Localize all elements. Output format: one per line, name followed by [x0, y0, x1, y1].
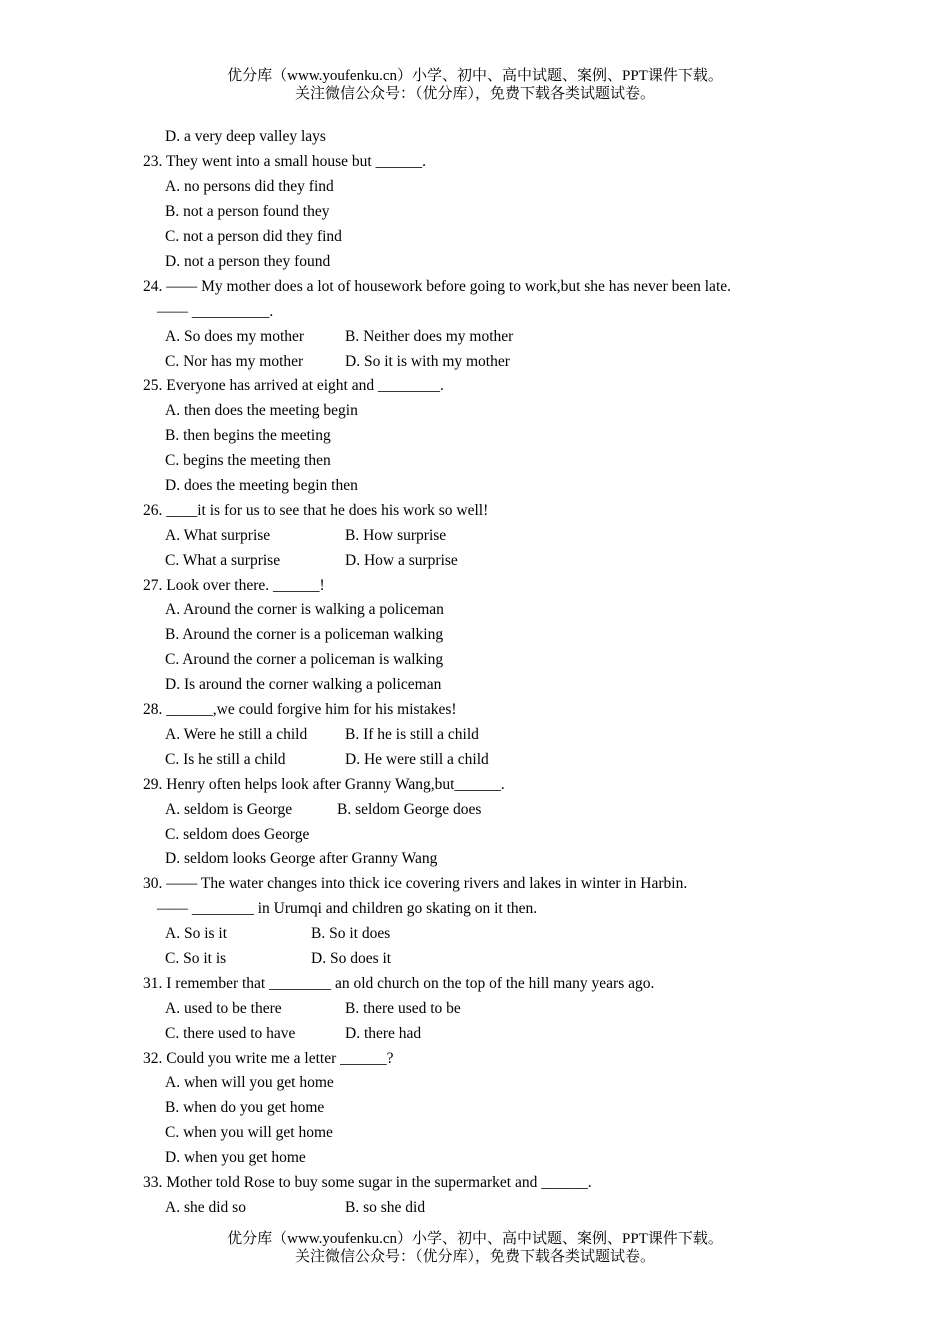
- q23-stem: 23. They went into a small house but ______.: [143, 153, 426, 170]
- footer-line-1: 优分库（www.youfenku.cn）小学、初中、高中试题、案例、PPT课件下载。: [227, 1231, 723, 1247]
- q26-option-c: C. What a surprise: [165, 552, 281, 569]
- q31-option-b: B. there used to be: [345, 1000, 461, 1017]
- q31-option-d: D. there had: [345, 1025, 422, 1042]
- q24-reply: —— __________.: [157, 303, 274, 320]
- q26-option-d: D. How a surprise: [345, 552, 458, 569]
- q24-stem: 24. —— My mother does a lot of housework before going to work,but she has never been late.: [143, 278, 732, 295]
- q23-option-a: A. no persons did they find: [165, 178, 334, 195]
- q32-option-c: C. when you will get home: [165, 1124, 333, 1141]
- q23-option-b: B. not a person found they: [165, 203, 330, 220]
- q27-option-b: B. Around the corner is a policeman walking: [165, 626, 444, 643]
- q25-option-b: B. then begins the meeting: [165, 427, 331, 444]
- q24-option-d: D. So it is with my mother: [345, 353, 510, 370]
- q27-option-d: D. Is around the corner walking a policeman: [165, 676, 442, 693]
- q26-stem: 26. ____it is for us to see that he does his work so well!: [143, 502, 489, 519]
- q32-stem: 32. Could you write me a letter ______?: [143, 1050, 394, 1067]
- q22-option-d: D. a very deep valley lays: [165, 128, 326, 145]
- q28-option-c: C. Is he still a child: [165, 751, 286, 768]
- q29-stem: 29. Henry often helps look after Granny Wang,but______.: [143, 776, 505, 793]
- q26-option-b: B. How surprise: [345, 527, 447, 544]
- q25-option-d: D. does the meeting begin then: [165, 477, 358, 494]
- q29-option-b: B. seldom George does: [337, 801, 482, 818]
- q23-option-c: C. not a person did they find: [165, 228, 342, 245]
- q33-option-b: B. so she did: [345, 1199, 426, 1216]
- q29-option-d: D. seldom looks George after Granny Wang: [165, 850, 438, 867]
- q31-option-a: A. used to be there: [165, 1000, 282, 1017]
- q27-option-c: C. Around the corner a policeman is walking: [165, 651, 444, 668]
- q25-option-a: A. then does the meeting begin: [165, 402, 358, 419]
- q32-option-a: A. when will you get home: [165, 1074, 334, 1091]
- q26-option-a: A. What surprise: [165, 527, 271, 544]
- q33-option-a: A. she did so: [165, 1199, 246, 1216]
- q28-option-b: B. If he is still a child: [345, 726, 479, 743]
- q23-option-d: D. not a person they found: [165, 253, 331, 270]
- footer-line-2: 关注微信公众号：（优分库），免费下载各类试题试卷。: [294, 1249, 655, 1265]
- q27-option-a: A. Around the corner is walking a policeman: [165, 601, 444, 618]
- page-header: [0, 67, 950, 103]
- q30-reply: —— ________ in Urumqi and children go skating on it then.: [157, 900, 538, 917]
- q30-option-d: D. So does it: [311, 950, 392, 967]
- q24-option-b: B. Neither does my mother: [345, 328, 514, 345]
- header-line-1: 优分库（www.youfenku.cn）小学、初中、高中试题、案例、PPT课件下载。: [227, 68, 723, 84]
- q28-stem: 28. ______,we could forgive him for his mistakes!: [143, 701, 457, 718]
- q24-option-a: A. So does my mother: [165, 328, 305, 345]
- q27-stem: 27. Look over there. ______!: [143, 577, 325, 594]
- q32-option-b: B. when do you get home: [165, 1099, 325, 1116]
- q28-option-d: D. He were still a child: [345, 751, 489, 768]
- q29-option-c: C. seldom does George: [165, 826, 310, 843]
- q25-option-c: C. begins the meeting then: [165, 452, 331, 469]
- q30-option-b: B. So it does: [311, 925, 391, 942]
- q33-stem: 33. Mother told Rose to buy some sugar in the supermarket and ______.: [143, 1174, 592, 1191]
- q30-stem: 30. —— The water changes into thick ice covering rivers and lakes in winter in Harbin.: [143, 875, 688, 892]
- q30-option-c: C. So it is: [165, 950, 227, 967]
- q31-stem: 31. I remember that ________ an old church on the top of the hill many years ago.: [143, 975, 655, 992]
- q32-option-d: D. when you get home: [165, 1149, 306, 1166]
- page-footer: [0, 1230, 950, 1266]
- header-line-2: 关注微信公众号：（优分库），免费下载各类试题试卷。: [294, 86, 655, 102]
- q25-stem: 25. Everyone has arrived at eight and ________.: [143, 377, 444, 394]
- q31-option-c: C. there used to have: [165, 1025, 296, 1042]
- q24-option-c: C. Nor has my mother: [165, 353, 304, 370]
- q29-option-a: A. seldom is George: [165, 801, 293, 818]
- q30-option-a: A. So is it: [165, 925, 228, 942]
- q28-option-a: A. Were he still a child: [165, 726, 308, 743]
